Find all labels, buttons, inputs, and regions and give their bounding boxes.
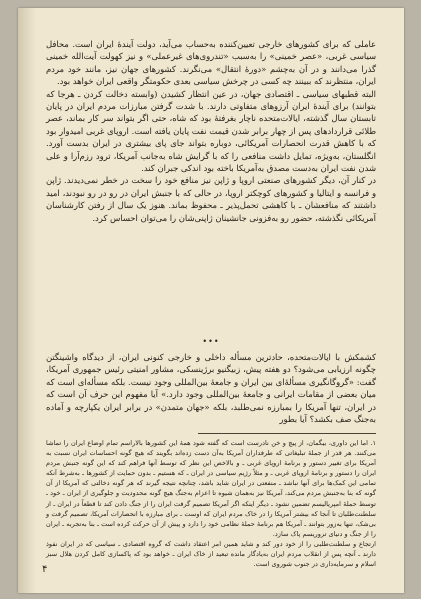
page-number: ۴ bbox=[42, 564, 48, 575]
page-gutter-shadow bbox=[18, 8, 36, 593]
section-separator: ••• bbox=[202, 337, 220, 346]
paragraph: در کنار آن، دیگر کشورهای صنعتی اروپا و ژاپن نیز منافع خود را سخت در خطر نمی‌دیدند. ژاپن و فرانسه و ایتالیا و کشورهای کوچکتر اروپا، در حالی که با جنبش ایران در رو در رو نبودند، امید داشتند که منافعشان ـ با کاهشی تحمل‌پذیر ـ محفوظ بماند. هنوز یک سال از رفتن کارشناسان آمریکائی نگذشته، حضور رو به‌فزونی جانشینان ژاپنی‌شان را می‌توان احساس کرد. bbox=[46, 175, 376, 223]
paragraph: عاملی که برای کشورهای خارجی تعیین‌کننده به‌حساب می‌آید، دولت آیندهٔ ایران است. محافل سیاسی غربی، «عصر خمینی» را به‌سبب «تندروی‌های غیرعملی» و نیز کهولت آیت‌الله خمینی گذرا می‌دانند و در آن به‌چشم «دورهٔ انتقال» می‌نگرند. کشورهای جهان نیز، مانند خود مردم ایران، منتظرند که ببینند چه کسی در چرخش سیاسی بعدی حکومتگر واقعی ایران خواهد بود. bbox=[46, 39, 376, 87]
footnote: ارتجاع و سلطنت‌طلبی را از خود دور کند و شاید همین امر اعتقاد داشت که گروه اقتصادی ـ سیاسی که در ایران نفوذ دارند ـ آنچه پس از انقلاب مردم ایران به‌یادگار مانده تبعید از خاک ایران ـ خواهد بود که پاکسازی کامل کردن هلال سبز اسلام و سرمایه‌داری در جنوب شوروی است. bbox=[46, 539, 376, 569]
footnotes-block bbox=[46, 438, 376, 569]
paragraph: کشمکش با ایالات‌متحده، حادترین مسأله داخلی و خارجی کنونی ایران، از دیدگاه واشینگتن چگونه ارزیابی می‌شود؟ دو هفته پیش، زبیگنیو برژینسکی، مشاور امنیتی رئیس جمهوری آمریکا، گفت: «گروگانگیری مسألهٔ‌ای بین ایران و جامعهٔ بین‌المللی وجود نیست. بلکه مسأله‌ای است که میان بعضی از مقامات ایرانی و جامعهٔ بین‌المللی وجود دارد.» آیا مفهوم این حرف آن است که در ایران، تنها آمریکا را بمبارزه نمی‌طلبد، بلکه «جهان متمدن» در برابر ایران یکپارچه و آماده به‌جنگ صف بکشد؟ آیا بطور bbox=[46, 352, 376, 425]
footnote: ۱. اما این داوری، بیگمان، از پیچ و خن نادرست است که گفته شود همهٔ این کشورها بالاراسم تمام اوضاع ایران را تماشا می‌کنند. هر قدر از جملهٔ تبلیغاتی که طرفداران آمریکا به‌آن دست زده‌اند بگویند که هیچ گونه احساسات ایران نسبت به آمریکا برای تغییر دستور و برنامهٔ اروپای غربی ـ و بالاخص این نظر که توسط آنها فراهم کند که این گونه جنبش مردم ایران را دستور و برنامهٔ اروپای غربی ـ و مثلاً رژیم سیاسی در ایران ـ که هستیم ـ بدون حمایت از کشورها ـ به‌شرط آنکه تمامی این کمک‌ها برای آنها نباشد ـ منفعتی در ایران شاید باشد، چنانچه نتیجه گیرند که هر گونه دخالتی که آمریکا از آن گونه که بنا به‌جنبش مردم می‌کند، آمریکا نیز به‌همان شیوه تا اعزام به‌جنگ هیچ‌ گونه محدودیت و جلوگیری از ایران ـ خود ـ توسط حملهٔ امپریالیسم تضمین نشود ـ دیگر اینکه اگر آمریکا تصمیم گرفت ایران را از جنگ دادن کند تا قطعاً در ایران ـ از سلطنت‌طلبان تا آنجا که بیشتر آمریکا را در خاک مردم ایران که اوست ـ برای مبارزه با انحصارات آمریکا، تصمیم گرفت و بی‌شک، تنها به‌زور بتوانند ـ آمریکا هم برنامهٔ حملهٔ نظامی خود را دارد و پیش از آن حرکت کرده است ـ بنا به‌تجربه ـ ایران را از جنگ و دنیای تروریسم پاک سازد. bbox=[46, 439, 376, 538]
footnote-rule bbox=[198, 433, 376, 434]
second-text-block bbox=[46, 351, 376, 425]
main-text-block bbox=[46, 38, 376, 224]
paragraph: البته قطبهای سیاسی ـ اقتصادی جهان، در عین انتظار کشیدن (وابسته دخالت کردن ـ هرجا که بتوانند) برای آیندهٔ ایران آرزوهای متفاوتی دارند. با شدت گرفتن مبارزات مردم ایران در پایان تابستان سال گذشته، ایالات‌متحده ناچار بغرفتهٔ بود که شاه، حتی اگر بتواند سر کار بماند، عصر طلائی قراردادهای پس از چهار برابر شدن قیمت نفت پایان یافته است. اروپای غربی امیدوار بود که با کاهش قدرت انحصارات آمریکائی، دوباره بتواند جای پای بیشتری در ایران بدست آورد. انگلستان، به‌ویژه، تمایل داشت منافعی را که با گرایش شاه به‌جانب آمریکا، ترود رزم‌آرا و علی شدن نفت ایران به‌دست مصدق به‌آمریکا باخته بود اندکی جبران کند. bbox=[46, 88, 376, 174]
book-page bbox=[18, 8, 404, 593]
